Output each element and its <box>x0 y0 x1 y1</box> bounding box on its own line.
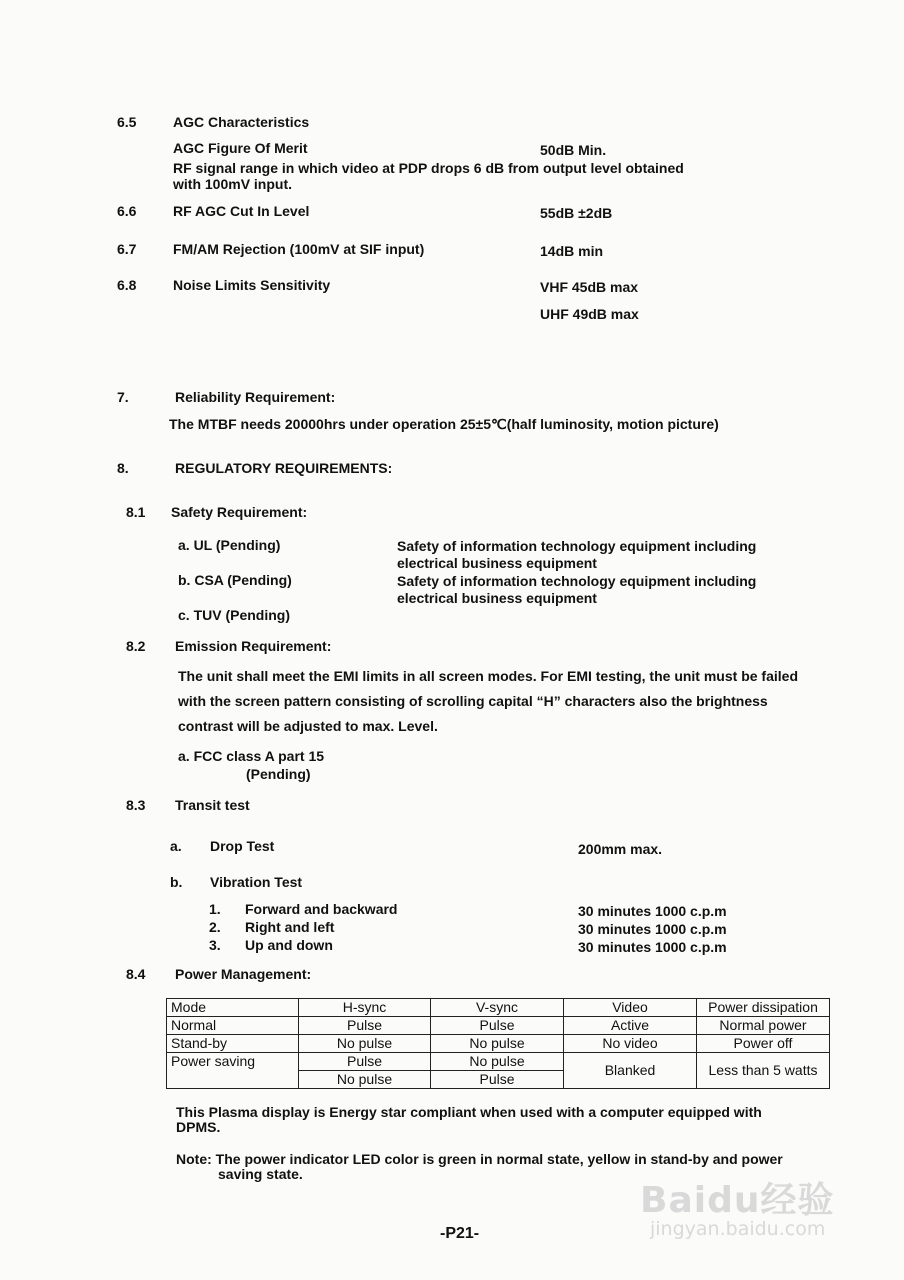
vibration-item-label: Forward and backward <box>245 901 398 917</box>
table-header: H-sync <box>299 999 431 1017</box>
table-cell: Power off <box>697 1035 830 1053</box>
emission-paragraph: contrast will be adjusted to max. Level. <box>178 718 438 734</box>
table-cell: Normal <box>167 1017 299 1035</box>
spec-value: 55dB ±2dB <box>540 205 613 221</box>
table-header-row <box>167 999 830 1017</box>
table-cell: Stand-by <box>167 1035 299 1053</box>
standard-description: electrical business equipment <box>397 555 597 571</box>
test-letter: a. <box>170 838 182 854</box>
table-cell: No pulse <box>299 1035 431 1053</box>
table-row <box>167 1053 830 1071</box>
section-number: 6.6 <box>117 203 137 219</box>
test-letter: b. <box>170 874 183 890</box>
power-management-table <box>166 998 830 1089</box>
energy-star-text: DPMS. <box>176 1119 221 1135</box>
table-cell: No pulse <box>431 1035 564 1053</box>
table-cell: Power saving <box>167 1053 299 1089</box>
standard-description: Safety of information technology equipment including <box>397 538 757 554</box>
section-title: Transit test <box>175 797 250 813</box>
standard-description: Safety of information technology equipment including <box>397 573 757 589</box>
note-text: Note: The power indicator LED color is green in normal state, yellow in stand-by and power <box>176 1151 783 1167</box>
table-cell: Pulse <box>299 1053 431 1071</box>
section-title: Emission Requirement: <box>175 638 332 654</box>
vibration-item-number: 1. <box>209 901 221 917</box>
emission-paragraph: The unit shall meet the EMI limits in all screen modes. For EMI testing, the unit must be failed <box>178 668 798 684</box>
vibration-item-value: 30 minutes 1000 c.p.m <box>578 939 727 955</box>
table-cell: Pulse <box>299 1017 431 1035</box>
watermark-logo: Baidu经验 <box>640 1180 835 1221</box>
emission-standard: a. FCC class A part 15 <box>178 748 325 764</box>
section-number: 6.7 <box>117 241 137 257</box>
standard-label: a. UL (Pending) <box>178 537 281 553</box>
page-number: -P21- <box>440 1225 480 1242</box>
vibration-item-number: 3. <box>209 937 221 953</box>
table-cell: Pulse <box>431 1071 564 1089</box>
table-row <box>167 1035 830 1053</box>
test-label: Vibration Test <box>210 874 303 890</box>
emission-standard-status: (Pending) <box>246 766 311 782</box>
standard-description: electrical business equipment <box>397 590 597 606</box>
spec-description: with 100mV input. <box>173 176 293 192</box>
section-number: 6.5 <box>117 114 137 130</box>
section-title: REGULATORY REQUIREMENTS: <box>175 460 393 476</box>
table-cell: Normal power <box>697 1017 830 1035</box>
spec-value: VHF 45dB max <box>540 279 639 295</box>
table-cell: Less than 5 watts <box>697 1053 830 1089</box>
section-number: 8.2 <box>126 638 146 654</box>
spec-value: UHF 49dB max <box>540 306 639 322</box>
spec-description: RF signal range in which video at PDP drops 6 dB from output level obtained <box>173 160 684 176</box>
spec-label: AGC Figure Of Merit <box>173 140 308 156</box>
emission-paragraph: with the screen pattern consisting of scrolling capital “H” characters also the brightness <box>178 693 768 709</box>
section-title: Reliability Requirement: <box>175 389 336 405</box>
section-number: 8. <box>117 460 129 476</box>
vibration-item-value: 30 minutes 1000 c.p.m <box>578 903 727 919</box>
table-cell: Active <box>564 1017 697 1035</box>
energy-star-text: This Plasma display is Energy star compliant when used with a computer equipped with <box>176 1104 762 1120</box>
table-header: Power dissipation <box>697 999 830 1017</box>
section-number: 8.1 <box>126 504 146 520</box>
spec-value: 14dB min <box>540 243 604 259</box>
table-header: V-sync <box>431 999 564 1017</box>
vibration-item-label: Right and left <box>245 919 335 935</box>
section-title: RF AGC Cut In Level <box>173 203 310 219</box>
reliability-text: The MTBF needs 20000hrs under operation 25±5℃(half luminosity, motion picture) <box>169 416 719 432</box>
note-text: saving state. <box>218 1166 303 1182</box>
test-label: Drop Test <box>210 838 275 854</box>
section-title: FM/AM Rejection (100mV at SIF input) <box>173 241 425 257</box>
test-value: 200mm max. <box>578 841 663 857</box>
section-number: 8.3 <box>126 797 146 813</box>
section-number: 7. <box>117 389 129 405</box>
table-cell: No pulse <box>299 1071 431 1089</box>
baidu-watermark <box>640 1172 835 1240</box>
standard-label: b. CSA (Pending) <box>178 572 292 588</box>
table-cell: No pulse <box>431 1053 564 1071</box>
table-header: Video <box>564 999 697 1017</box>
section-title: Noise Limits Sensitivity <box>173 277 331 293</box>
section-number: 6.8 <box>117 277 137 293</box>
table-header: Mode <box>167 999 299 1017</box>
standard-label: c. TUV (Pending) <box>178 607 290 623</box>
section-title: Power Management: <box>175 966 312 982</box>
vibration-item-label: Up and down <box>245 937 333 953</box>
table-cell: Pulse <box>431 1017 564 1035</box>
table-cell: Blanked <box>564 1053 697 1089</box>
section-title: Safety Requirement: <box>171 504 308 520</box>
table-cell: No video <box>564 1035 697 1053</box>
vibration-item-value: 30 minutes 1000 c.p.m <box>578 921 727 937</box>
vibration-item-number: 2. <box>209 919 221 935</box>
table-row <box>167 1017 830 1035</box>
section-title: AGC Characteristics <box>173 114 310 130</box>
watermark-url: jingyan.baidu.com <box>650 1218 826 1240</box>
section-number: 8.4 <box>126 966 146 982</box>
spec-value: 50dB Min. <box>540 142 607 158</box>
